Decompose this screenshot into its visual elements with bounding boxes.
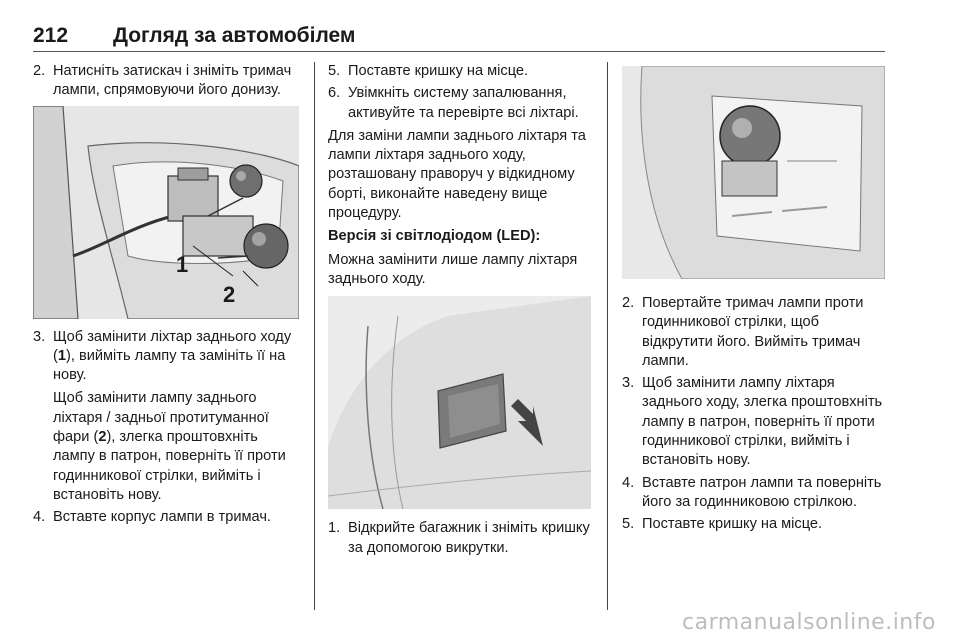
page-header [33,24,885,52]
step-number: 5. [328,63,341,79]
step-item [328,62,596,81]
step-number: 3. [622,375,635,392]
column-3 [622,62,888,538]
step-item [33,62,301,101]
callout-2: 2 [223,281,236,307]
step-text: Вставте корпус лампи в тримач. [53,509,271,526]
step-item [328,519,596,558]
tailgate-figure [328,296,591,509]
callout-ref: 2 [98,429,107,446]
column-2 [328,62,596,561]
lamp-socket-illustration [622,66,885,279]
lamp-holder-illustration [33,106,299,319]
step-text: Щоб замінити ліхтар заднього ходу (1), вийміть лампу та замініть її на нову. [53,328,292,384]
section-heading: Версія зі світлодіодом (LED): [328,228,541,245]
column-divider [607,62,608,610]
step-item [622,374,888,470]
watermark: carmanualsonline.info [682,610,936,635]
step-number: 5. [622,516,635,533]
step-item [622,474,888,513]
step-number: 1. [328,520,341,537]
step-item [33,508,301,527]
step-number: 6. [328,85,341,102]
paragraph: Можна замінити лише лампу ліхтаря заднього ходу. [328,251,578,287]
paragraph: Для заміни лампи заднього ліхтаря та лампи ліхтаря заднього ходу, розташовану праворуч у відкидному борті, виконайте наведену вище процедуру. [328,127,586,222]
step-text: Відкрийте багажник і зніміть кришку за допомогою викрутки. [348,520,590,556]
callout-ref: 1 [57,347,66,364]
step-item [622,294,888,371]
lamp-socket-figure [622,66,885,279]
column-1 [33,62,301,531]
step-number: 2. [33,63,46,79]
step-item [33,328,301,386]
step-item [622,515,888,534]
page-number: 212 [33,24,69,47]
step-item [328,84,596,123]
tailgate-illustration [328,296,591,509]
callout-1: 1 [176,251,189,277]
column-divider [314,62,315,610]
step-text: Щоб замінити лампу ліхтаря заднього ходу, злегка проштовхніть лампу в патрон, поверніть її проти годинникової стрілки, вийміть і встановіть нову. [642,375,883,469]
step-text: Повертайте тримач лампи проти годинникової стрілки, щоб відкрутити його. Вийміть тримач лампи. [642,295,864,369]
step-number: 3. [33,328,46,345]
step-number: 4. [33,509,46,526]
page-title: Догляд за автомобілем [113,24,356,47]
step-text: Поставте кришку на місце. [348,63,529,79]
step-number: 2. [622,295,635,311]
lamp-holder-figure [33,106,299,319]
step-text: Увімкніть систему запалювання, активуйте та перевірте всі ліхтарі. [348,85,579,121]
step-text: Натисніть затискач і зніміть тримач лампи, спрямовуючи його донизу. [53,63,292,99]
step-text: Вставте патрон лампи та поверніть його за годинниковою стрілкою. [642,474,882,510]
header-divider [33,51,885,52]
step-number: 4. [622,474,635,491]
step-text: Поставте кришку на місце. [642,516,823,533]
step-subtext: Щоб замінити лампу заднього ліхтаря / задньої протитуманної фари (2), злегка проштовхніть лампу в патрон, поверніть її проти годинникової стрілки, вийміть і встановіть нову. [53,390,286,503]
